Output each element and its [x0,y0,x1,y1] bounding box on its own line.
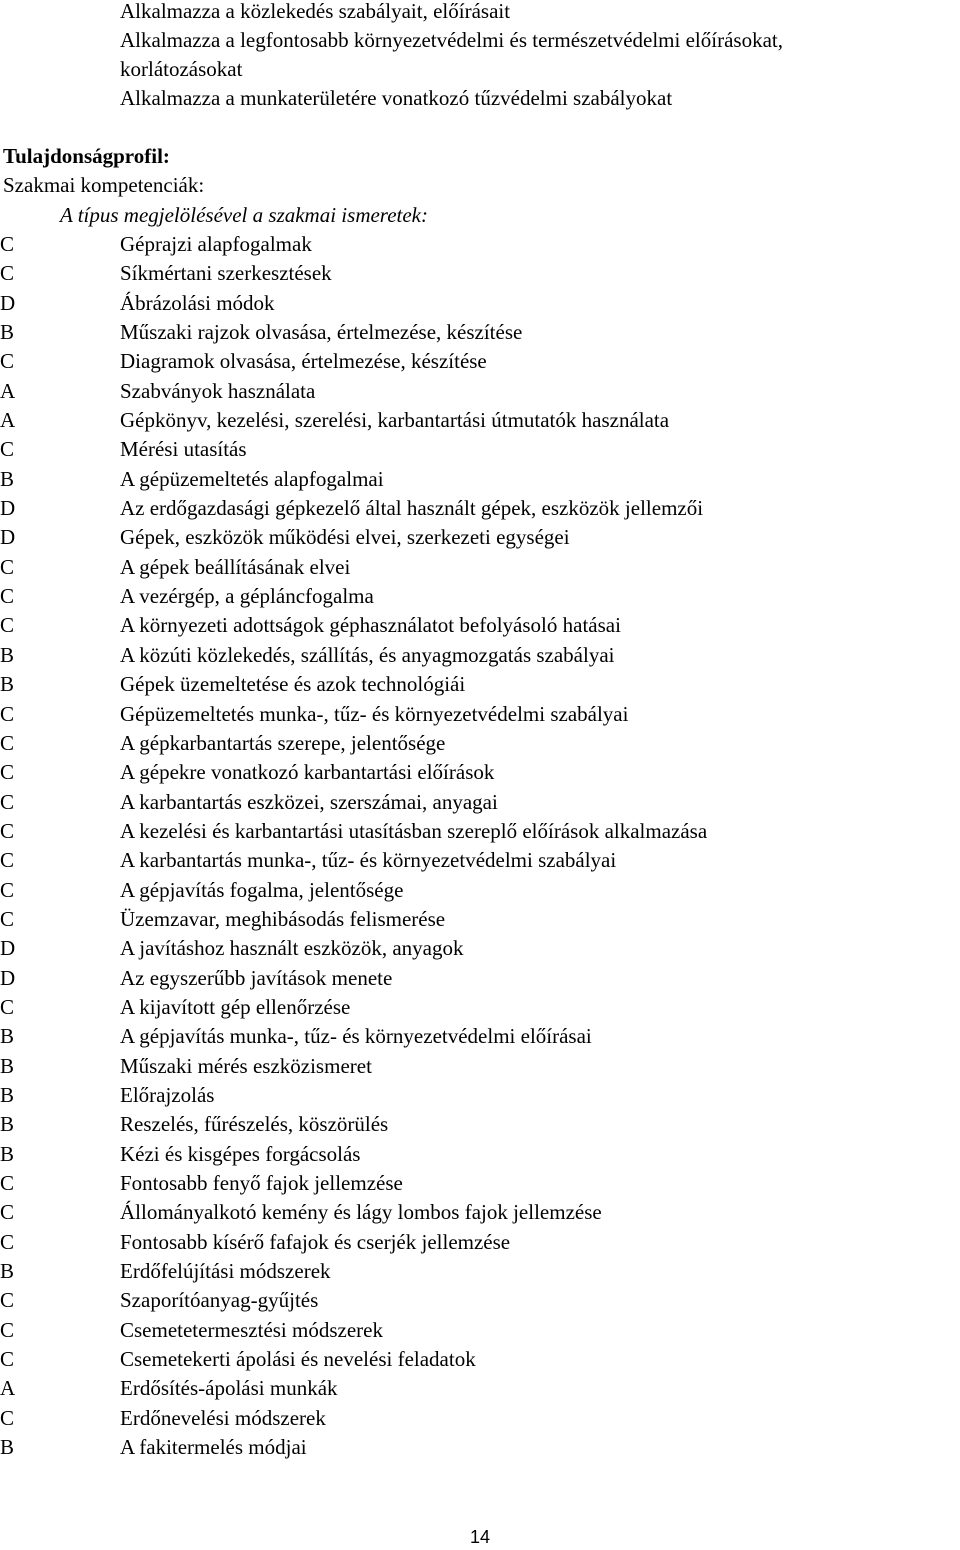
competency-row [0,553,960,582]
competency-row [0,1110,960,1139]
competency-text: A gépkarbantartás szerepe, jelentősége [120,730,446,755]
intro-line: korlátozásokat [120,57,243,81]
competency-level: C [0,818,15,843]
competency-text: A fakitermelés módjai [120,1435,307,1460]
competency-row [0,1433,960,1462]
competency-text: A gépüzemeltetés alapfogalmai [120,466,384,491]
competency-text: Fontosabb kísérő fafajok és cserjék jellemzése [120,1229,511,1254]
competency-text: A karbantartás eszközei, szerszámai, anyagai [120,789,498,814]
competency-text: A gépekre vonatkozó karbantartási előírások [120,760,495,785]
competency-level: C [0,232,15,256]
competency-row [0,1198,960,1227]
competency-row [0,1052,960,1081]
intro-line: Alkalmazza a közlekedés szabályait, előírásait [120,0,511,23]
competency-level: C [0,848,15,873]
competency-level: C [0,1405,15,1430]
competency-text: A kezelési és karbantartási utasításban szereplő előírások alkalmazása [120,818,708,843]
competency-text: A gépjavítás fogalma, jelentősége [120,877,404,902]
competency-text: Géprajzi alapfogalmak [120,232,312,256]
competency-text: Gépüzemeltetés munka-, tűz- és környezetvédelmi szabályai [120,701,629,726]
competency-level: C [0,730,15,755]
list-caption: A típus megjelölésével a szakmai ismeretek: [60,203,428,227]
competency-row [0,435,960,464]
competency-row [0,1404,960,1433]
competency-text: Műszaki mérés eszközismeret [120,1053,372,1078]
competency-row [0,641,960,670]
competency-row [0,670,960,699]
competency-row [0,465,960,494]
competency-text: Ábrázolási módok [120,290,275,315]
competency-row [0,876,960,905]
competency-level: C [0,554,15,579]
competency-text: A kijavított gép ellenőrzése [120,994,351,1019]
competency-row [0,1081,960,1110]
competency-text: A gépjavítás munka-, tűz- és környezetvédelmi előírásai [120,1024,592,1049]
intro-line: Alkalmazza a munkaterületére vonatkozó tűzvédelmi szabályokat [120,86,673,110]
competency-text: Előrajzolás [120,1082,215,1107]
competency-row [0,817,960,846]
competency-text: A közúti közlekedés, szállítás, és anyagmozgatás szabályai [120,642,615,667]
competency-text: A javításhoz használt eszközök, anyagok [120,936,464,961]
competency-row [0,1316,960,1345]
competency-text: Síkmértani szerkesztések [120,261,332,286]
competency-row [0,318,960,347]
competency-text: Erdősítés-ápolási munkák [120,1376,338,1401]
competency-level: D [0,496,16,521]
competency-level: C [0,584,15,609]
competency-level: C [0,349,15,374]
competency-row [0,788,960,817]
competency-row [0,1169,960,1198]
competency-row [0,582,960,611]
competency-text: Gépek üzemeltetése és azok technológiái [120,672,466,697]
competency-row [0,846,960,875]
competency-level: B [0,466,15,491]
competency-level: A [0,1376,16,1401]
competency-level: B [0,642,15,667]
page-number: 14 [469,1527,491,1547]
competency-text: Erdőnevelési módszerek [120,1405,326,1430]
competency-level: C [0,906,15,931]
competency-row [0,230,960,259]
competency-row [0,1257,960,1286]
competency-text: Üzemzavar, meghibásodás felismerése [120,906,446,931]
competency-row [0,905,960,934]
competency-level: A [0,408,16,433]
competency-level: B [0,1024,15,1049]
competency-level: C [0,437,15,462]
competency-row [0,523,960,552]
competency-text: Szaporítóanyag-gyűjtés [120,1288,319,1313]
competency-row [0,1022,960,1051]
competency-list [0,230,960,1462]
competency-level: D [0,965,16,990]
competency-level: C [0,760,15,785]
competency-level: C [0,701,15,726]
competency-level: B [0,672,15,697]
competency-text: A vezérgép, a gépláncfogalma [120,584,374,609]
competency-row [0,289,960,318]
competency-level: B [0,1053,15,1078]
competency-row [0,1140,960,1169]
competency-row [0,758,960,787]
competency-level: C [0,1288,15,1313]
competency-level: C [0,1171,15,1195]
competency-text: Állományalkotó kemény és lágy lombos fajok jellemzése [120,1200,602,1225]
intro-line: Alkalmazza a legfontosabb környezetvédelmi és természetvédelmi előírásokat, [120,28,783,52]
competency-text: Kézi és kisgépes forgácsolás [120,1141,361,1166]
competency-row [0,494,960,523]
competency-text: Az egyszerűbb javítások menete [120,965,393,990]
competency-row [0,406,960,435]
competency-text: Csemetetermesztési módszerek [120,1317,383,1342]
competency-level: B [0,1141,15,1166]
competency-level: C [0,877,15,902]
competency-level: C [0,994,15,1019]
competency-row [0,347,960,376]
competency-text: A gépek beállításának elvei [120,554,351,579]
competency-level: B [0,320,15,345]
competency-text: Szabványok használata [120,378,316,403]
competency-level: C [0,1229,15,1254]
competency-level: B [0,1435,15,1460]
competency-level: D [0,525,16,550]
competency-text: Csemetekerti ápolási és nevelési feladatok [120,1347,476,1372]
competency-text: Műszaki rajzok olvasása, értelmezése, készítése [120,320,523,345]
competency-row [0,934,960,963]
competency-text: Erdőfelújítási módszerek [120,1259,331,1284]
section-subheading: Szakmai kompetenciák: [3,173,205,197]
competency-row [0,1345,960,1374]
competency-row [0,729,960,758]
competency-text: A karbantartás munka-, tűz- és környezetvédelmi szabályai [120,848,617,873]
competency-level: C [0,1200,15,1225]
competency-text: A környezeti adottságok géphasználatot befolyásoló hatásai [120,613,621,638]
competency-text: Fontosabb fenyő fajok jellemzése [120,1171,403,1195]
competency-row [0,1228,960,1257]
competency-text: Diagramok olvasása, értelmezése, készítése [120,349,487,374]
competency-row [0,377,960,406]
section-heading: Tulajdonságprofil: [3,144,170,168]
competency-row [0,611,960,640]
competency-level: C [0,261,15,286]
competency-level: D [0,290,16,315]
competency-row [0,259,960,288]
competency-row [0,1286,960,1315]
competency-text: Gépkönyv, kezelési, szerelési, karbantartási útmutatók használata [120,408,670,433]
competency-text: Reszelés, fűrészelés, köszörülés [120,1112,389,1137]
competency-level: D [0,936,16,961]
competency-level: B [0,1259,15,1284]
competency-row [0,1374,960,1403]
competency-level: B [0,1082,15,1107]
competency-level: B [0,1112,15,1137]
competency-row [0,993,960,1022]
competency-text: Gépek, eszközök működési elvei, szerkezeti egységei [120,525,570,550]
competency-level: C [0,613,15,638]
competency-level: C [0,1347,15,1372]
competency-level: A [0,378,16,403]
competency-row [0,700,960,729]
competency-level: C [0,1317,15,1342]
competency-text: Mérési utasítás [120,437,247,462]
competency-row [0,964,960,993]
competency-level: C [0,789,15,814]
competency-text: Az erdőgazdasági gépkezelő által használt gépek, eszközök jellemzői [120,496,704,521]
